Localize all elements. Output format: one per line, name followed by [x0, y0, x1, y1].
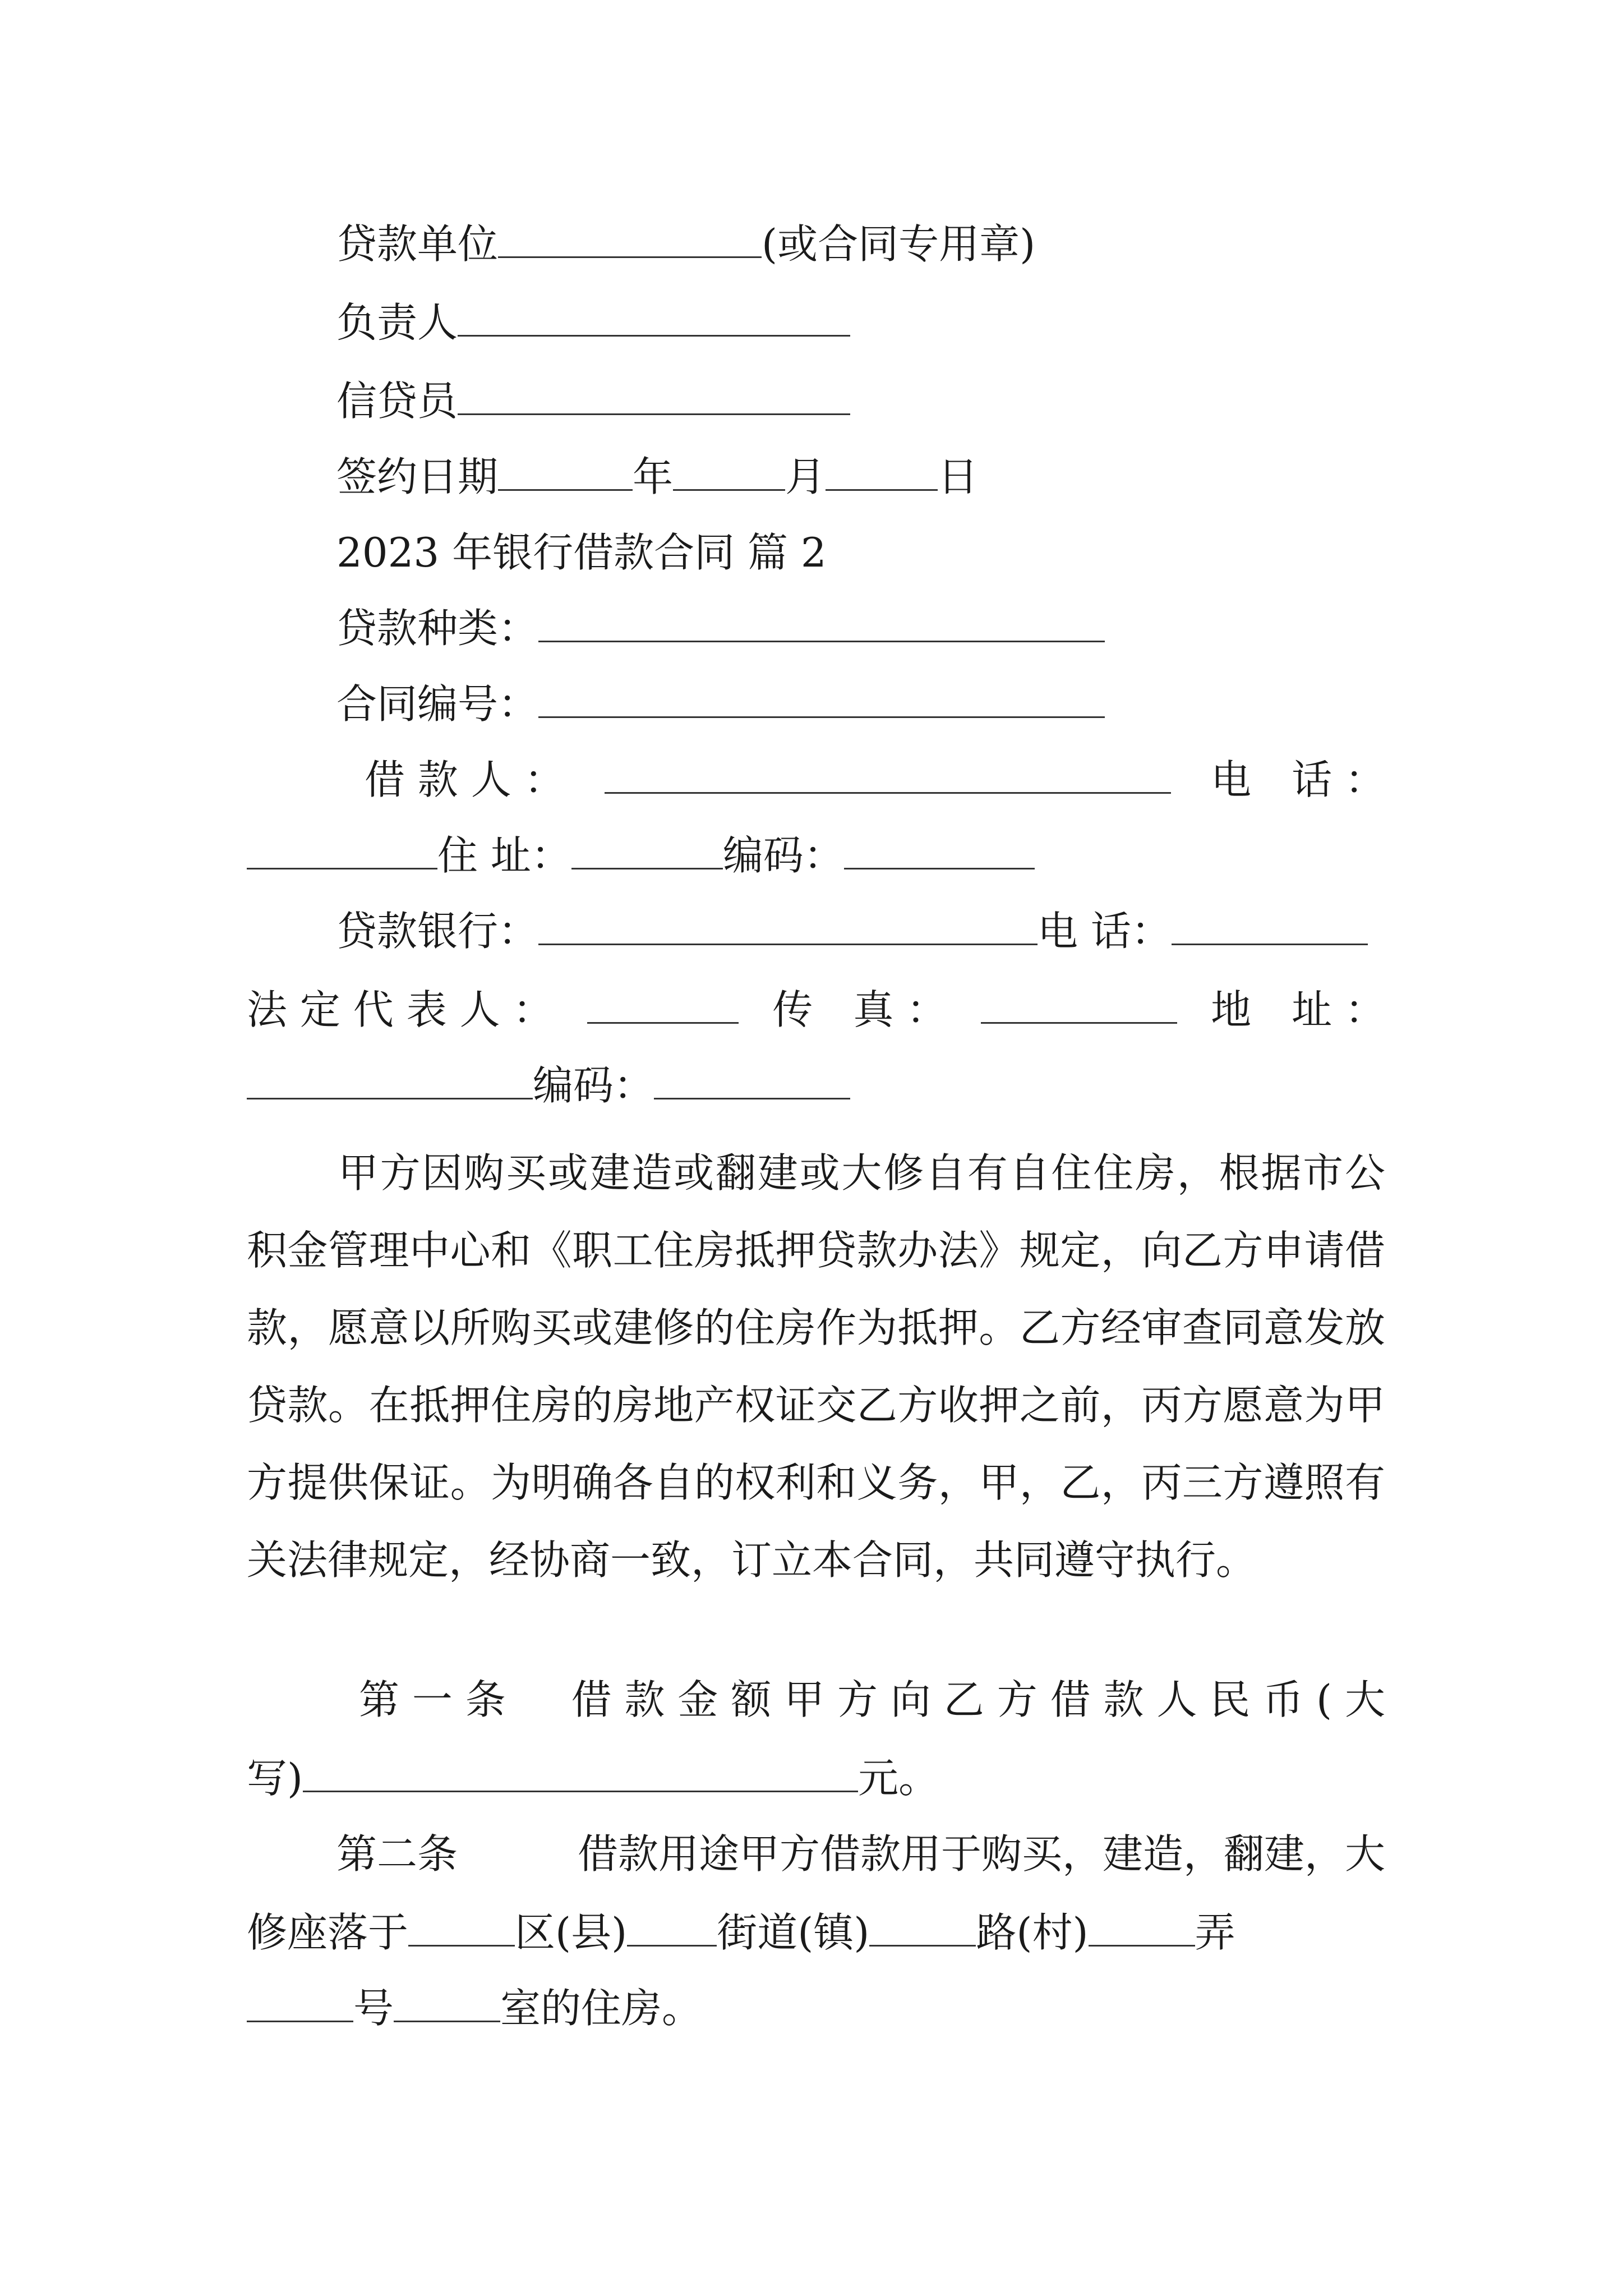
article2-title: 第二条 — [336, 1830, 458, 1878]
district-blank[interactable] — [408, 1906, 515, 1947]
day-label: 日 — [938, 453, 979, 500]
loan-unit-blank[interactable] — [498, 217, 762, 258]
sign-date-line — [336, 449, 978, 505]
legal-rep-blank[interactable] — [587, 983, 739, 1024]
legal-rep-label: 法 定 代 表 人 ： — [247, 986, 554, 1033]
article2-text: 借款用途甲方借款用于购买，建造，翻建，大 — [577, 1830, 1385, 1878]
article1-line2 — [247, 1750, 939, 1806]
borrower-zip-label: 编码： — [722, 832, 844, 879]
article1-prefix: 写) — [247, 1755, 303, 1802]
month-label: 月 — [785, 453, 826, 500]
contract-no-blank[interactable] — [538, 677, 1105, 718]
amount-blank[interactable] — [303, 1751, 858, 1792]
article1-text: 借 款 金 额 甲 方 向 乙 方 借 款 人 民 币 ( 大 — [571, 1676, 1385, 1723]
lane-label: 弄 — [1195, 1909, 1235, 1956]
lender-blank[interactable] — [538, 904, 1038, 945]
contract-no-line — [336, 676, 1105, 732]
borrower-phone-blank[interactable] — [247, 829, 437, 869]
year-blank[interactable] — [498, 450, 633, 491]
loan-type-blank[interactable] — [538, 601, 1105, 642]
loan-unit-line — [336, 216, 1035, 272]
legal-rep-line — [247, 982, 1385, 1038]
article2-line1 — [336, 1826, 1385, 1882]
lender-label: 贷款银行： — [336, 908, 539, 955]
lender-line — [336, 903, 1368, 959]
road-label: 路(村) — [976, 1909, 1089, 1956]
article1-title: 第 一 条 — [359, 1676, 506, 1723]
article1-suffix: 元。 — [858, 1755, 939, 1802]
district-label: 区(县) — [515, 1909, 628, 1956]
loan-unit-suffix: (或合同专用章) — [762, 220, 1036, 268]
number-blank[interactable] — [247, 1981, 353, 2022]
borrower-address-label: 住 址： — [437, 832, 571, 879]
lender-phone-label: 电 话： — [1038, 908, 1172, 955]
head-line — [336, 295, 850, 351]
road-blank[interactable] — [869, 1906, 976, 1947]
borrower-address-blank[interactable] — [571, 829, 723, 869]
lender-address-blank[interactable] — [247, 1059, 533, 1099]
lender-address-label: 地 址 ： — [1211, 986, 1385, 1033]
day-blank[interactable] — [826, 450, 938, 491]
lane-blank[interactable] — [1089, 1906, 1195, 1947]
loan-type-label: 贷款种类： — [336, 605, 539, 652]
borrower-label: 借 款 人 ： — [365, 756, 565, 803]
loan-type-line — [336, 600, 1105, 656]
borrower-zip-blank[interactable] — [844, 829, 1035, 869]
borrower-line — [365, 752, 1385, 808]
borrower-blank[interactable] — [605, 753, 1171, 794]
head-label: 负责人 — [336, 299, 458, 346]
section-title: 2023 年银行借款合同 篇 2 — [336, 529, 827, 576]
intro-paragraph — [247, 1134, 1385, 1599]
officer-blank[interactable] — [458, 374, 850, 415]
year-label: 年 — [633, 453, 674, 500]
fax-label: 传 真 ： — [772, 986, 947, 1033]
lender-zip-blank[interactable] — [654, 1059, 850, 1099]
lender-phone-blank[interactable] — [1172, 904, 1368, 945]
officer-label: 信贷员 — [336, 378, 458, 425]
lender-zip-line — [247, 1057, 850, 1114]
head-blank[interactable] — [458, 296, 850, 337]
article1-line1 — [359, 1672, 1385, 1728]
intro-text: 甲方因购买或建造或翻建或大修自有自住住房，根据市公积金管理中心和《职工住房抵押贷款办法》规定，向乙方申请借款，愿意以所购买或建修的住房作为抵押。乙方经审查同意发放贷款。在抵押住房的房地产权证交乙方收押之前，丙方愿意为甲方提供保证。为明确各自的权利和义务，甲，乙，丙三方遵照有关法律规定，经协商一致，订立本合同，共同遵守执行。 — [247, 1149, 1385, 1584]
article2-line2 — [247, 1904, 1235, 1961]
street-label: 街道(镇) — [717, 1909, 870, 1956]
borrower-phone-label: 电 话 ： — [1211, 756, 1385, 803]
street-blank[interactable] — [627, 1906, 717, 1947]
sign-date-label: 签约日期 — [336, 453, 499, 500]
contract-no-label: 合同编号： — [336, 680, 539, 728]
month-blank[interactable] — [673, 450, 785, 491]
loan-unit-label: 贷款单位 — [336, 220, 499, 268]
officer-line — [336, 373, 850, 429]
lender-zip-label: 编码： — [533, 1062, 654, 1109]
located-at-label: 修座落于 — [247, 1909, 409, 1956]
room-label: 室的住房。 — [500, 1985, 703, 2032]
number-label: 号 — [353, 1985, 394, 2032]
room-blank[interactable] — [394, 1981, 500, 2022]
article2-line3 — [247, 1980, 702, 2036]
borrower-address-line — [247, 827, 1035, 884]
fax-blank[interactable] — [981, 983, 1177, 1024]
